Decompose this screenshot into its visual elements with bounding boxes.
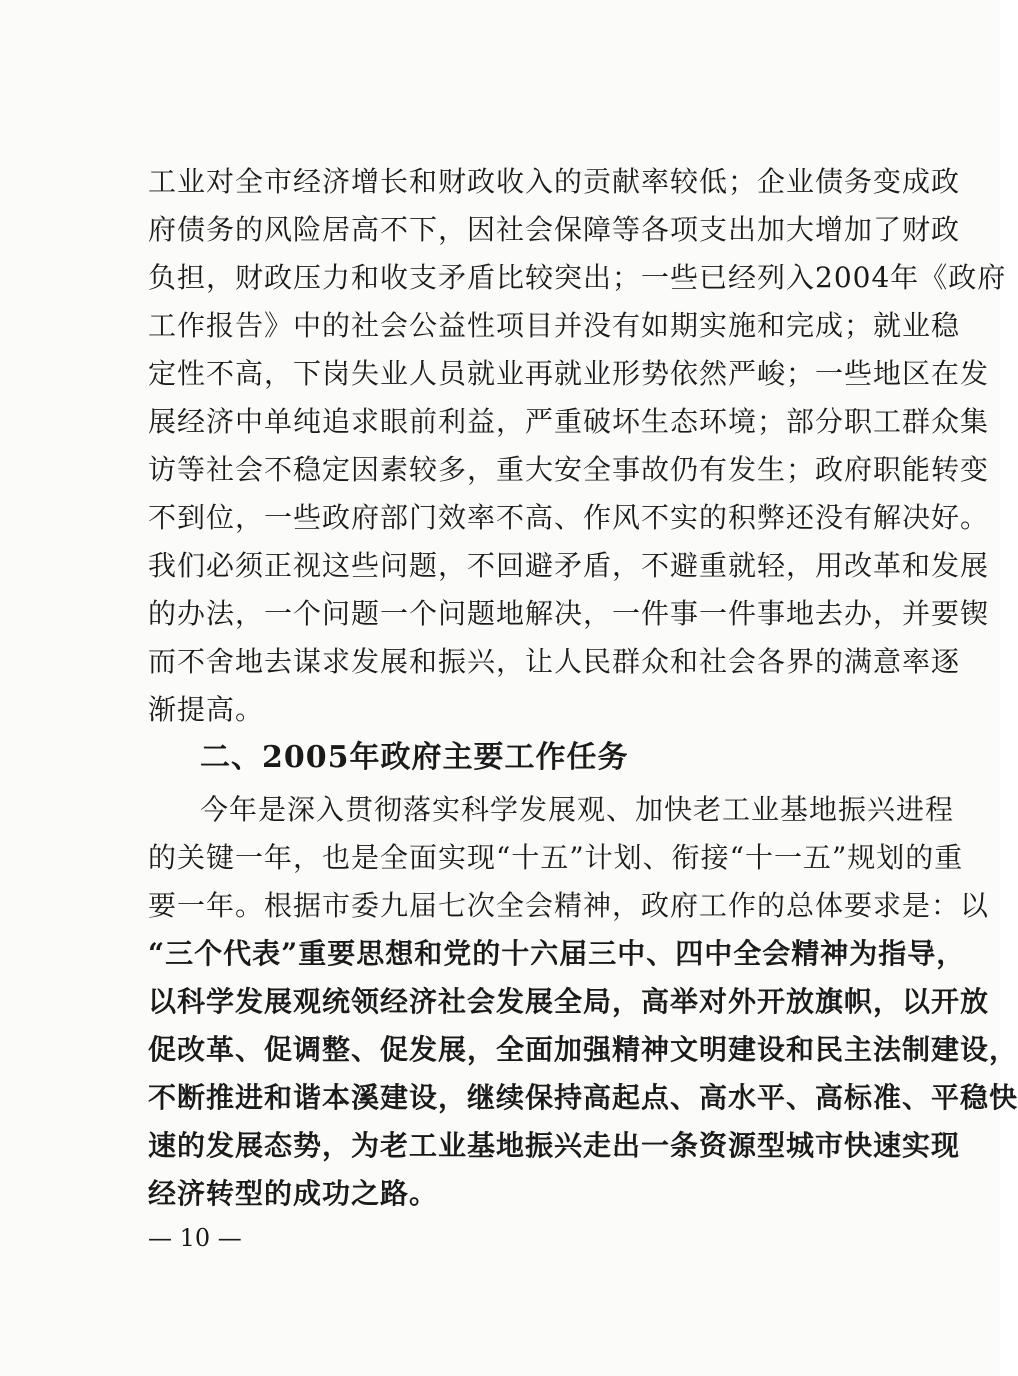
text-line: 定性不高，下岗失业人员就业再就业形势依然严峻；一些地区在发	[148, 357, 990, 390]
text-line: 展经济中单纯追求眼前利益，严重破坏生态环境；部分职工群众集	[148, 405, 990, 438]
text-line: 促改革、促调整、促发展，全面加强精神文明建设和民主法制建设，	[148, 1033, 1018, 1066]
text-line: 我们必须正视这些问题，不回避矛盾，不避重就轻，用改革和发展	[148, 549, 990, 582]
page-number: — 10 —	[148, 1224, 242, 1252]
text-line: 渐提高。	[148, 693, 265, 726]
section-heading: 二、2005年政府主要工作任务	[200, 740, 629, 775]
text-line: 而不舍地去谋求发展和振兴，让人民群众和社会各界的满意率逐	[148, 645, 961, 678]
text-line: “三个代表”重要思想和党的十六届三中、四中全会精神为指导，	[148, 937, 966, 970]
text-line: 负担，财政压力和收支矛盾比较突出；一些已经列入2004年《政府	[148, 261, 1007, 294]
text-line: 不到位，一些政府部门效率不高、作风不实的积弊还没有解决好。	[148, 501, 990, 534]
text-line: 不断推进和谐本溪建设，继续保持高起点、高水平、高标准、平稳快	[148, 1081, 1018, 1114]
text-line: 工作报告》中的社会公益性项目并没有如期实施和完成；就业稳	[148, 309, 961, 342]
text-line: 的关键一年，也是全面实现“十五”计划、衔接“十一五”规划的重	[148, 841, 964, 874]
text-line: 访等社会不稳定因素较多，重大安全事故仍有发生；政府职能转变	[148, 453, 990, 486]
text-line: 要一年。根据市委九届七次全会精神，政府工作的总体要求是：以	[148, 889, 990, 922]
text-line: 府债务的风险居高不下，因社会保障等各项支出加大增加了财政	[148, 213, 961, 246]
text-line: 今年是深入贯彻落实科学发展观、加快老工业基地振兴进程	[200, 793, 955, 826]
text-line: 速的发展态势，为老工业基地振兴走出一条资源型城市快速实现	[148, 1129, 961, 1162]
text-line: 以科学发展观统领经济社会发展全局，高举对外开放旗帜，以开放	[148, 985, 990, 1018]
text-line: 经济转型的成功之路。	[148, 1177, 439, 1210]
text-line: 工业对全市经济增长和财政收入的贡献率较低；企业债务变成政	[148, 165, 961, 198]
text-line: 的办法，一个问题一个问题地解决，一件事一件事地去办，并要锲	[148, 597, 990, 630]
